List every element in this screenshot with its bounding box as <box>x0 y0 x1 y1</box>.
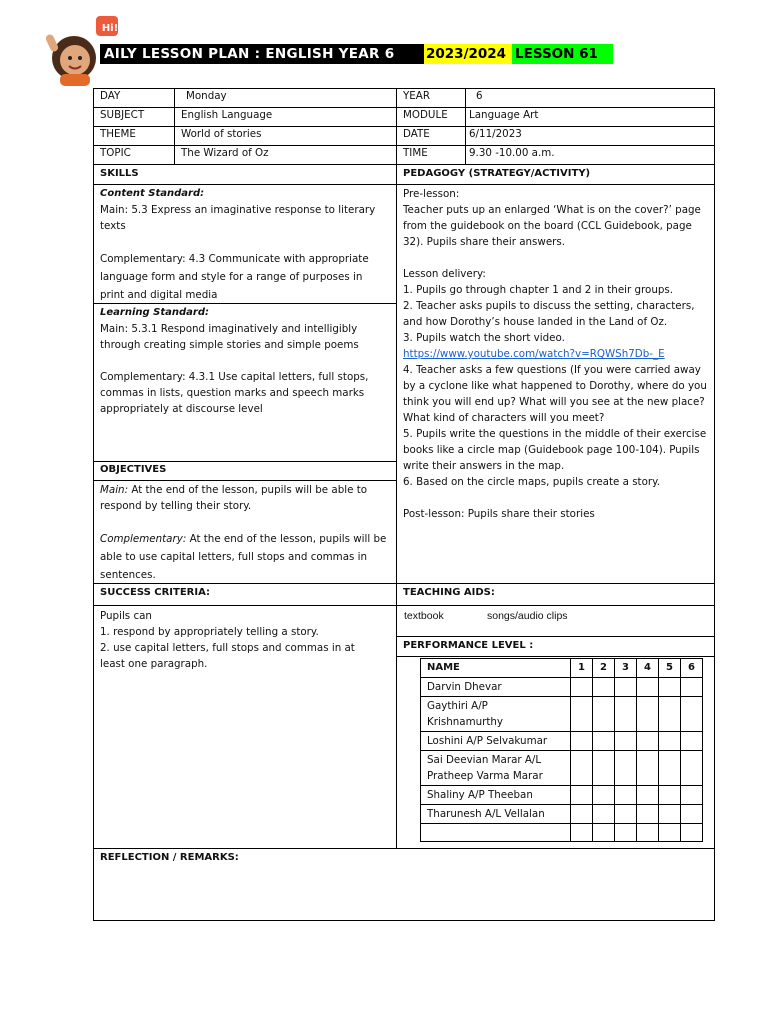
pupil-name: Shaliny A/P Theeban <box>421 786 571 805</box>
lesson-number: LESSON 61 <box>512 44 613 64</box>
module-value: Language Art <box>469 109 539 121</box>
day-value: Monday <box>186 90 227 102</box>
step-1: 1. Pupils go through chapter 1 and 2 in their groups. <box>403 284 674 296</box>
content-standard-complementary: Complementary: 4.3 Communicate with appropriate language form and style for a range of purposes in print and digital media <box>100 253 369 301</box>
step-4: 4. Teacher asks a few questions (If you were carried away by a cyclone like what happened to Dorothy, where do you think you will end up? What will you see at the new place? What kind of characters will you meet? <box>403 364 707 424</box>
step-2: 2. Teacher asks pupils to discuss the setting, characters, and how Dorothy’s house landed in the Land of Oz. <box>403 300 695 328</box>
table-row <box>421 805 703 824</box>
teaching-aid-2: songs/audio clips <box>487 610 568 622</box>
success-intro: Pupils can <box>100 610 152 622</box>
subject-label: SUBJECT <box>100 109 145 121</box>
level-6-header: 6 <box>681 659 703 678</box>
pedagogy-heading: PEDAGOGY (STRATEGY/ACTIVITY) <box>403 168 591 179</box>
learning-standard <box>94 305 394 417</box>
post-lesson: Post-lesson: Pupils share their stories <box>403 508 595 520</box>
pupil-name: Darvin Dhevar <box>421 678 571 697</box>
step-5: 5. Pupils write the questions in the middle of their exercise books like a circle map (Guidebook page 100-104). Pupils write their answers in the map. <box>403 428 707 472</box>
success-criteria-heading: SUCCESS CRITERIA: <box>100 587 211 598</box>
pedagogy-body <box>397 186 713 522</box>
table-row <box>421 732 703 751</box>
performance-level-heading: PERFORMANCE LEVEL : <box>403 640 534 651</box>
pre-lesson-label: Pre-lesson: <box>403 188 460 200</box>
time-value: 9.30 -10.00 a.m. <box>469 147 555 159</box>
step-3: 3. Pupils watch the short video. <box>403 332 565 344</box>
pupil-name: Sai Deevian Marar A/L Pratheep Varma Marar <box>421 751 571 786</box>
table-row <box>421 678 703 697</box>
success-item-2: 2. use capital letters, full stops and commas in at least one paragraph. <box>100 642 355 670</box>
content-standard-heading: Content Standard: <box>100 188 205 199</box>
learning-standard-main: Main: 5.3.1 Respond imaginatively and intelligibly through creating simple stories and simple poems <box>100 323 359 351</box>
teaching-aids-heading: TEACHING AIDS: <box>403 587 495 598</box>
teaching-aid-1: textbook <box>404 610 444 622</box>
pre-lesson-text: Teacher puts up an enlarged ‘What is on the cover?’ page from the guidebook on the board (CCL Guidebook, page 32). Pupils share their answers. <box>403 204 701 248</box>
video-link[interactable]: https://www.youtube.com/watch?v=RQWSh7Db-_E <box>403 348 665 360</box>
table-row <box>421 786 703 805</box>
pupil-name: Gaythiri A/P Krishnamurthy <box>421 697 571 732</box>
topic-value: The Wizard of Oz <box>181 147 269 159</box>
learning-standard-heading: Learning Standard: <box>100 307 209 318</box>
subject-value: English Language <box>181 109 273 121</box>
performance-table <box>420 658 703 842</box>
theme-value: World of stories <box>181 128 262 140</box>
step-6: 6. Based on the circle maps, pupils create a story. <box>403 476 661 488</box>
table-row <box>421 751 703 786</box>
day-label: DAY <box>100 90 121 102</box>
success-item-1: 1. respond by appropriately telling a story. <box>100 626 319 638</box>
date-value: 6/11/2023 <box>469 128 522 140</box>
objectives-comp-text: At the end of the lesson, pupils will be able to use capital letters, full stops and commas in sentences. <box>100 533 387 581</box>
level-4-header: 4 <box>637 659 659 678</box>
learning-standard-complementary: Complementary: 4.3.1 Use capital letters, full stops, commas in lists, question marks and speech marks appropriately at discourse level <box>100 371 369 415</box>
time-label: TIME <box>403 147 428 159</box>
objectives-body <box>94 482 394 584</box>
level-3-header: 3 <box>615 659 637 678</box>
objectives-heading: OBJECTIVES <box>100 464 167 475</box>
skills-heading: SKILLS <box>100 168 139 179</box>
year-label: YEAR <box>403 90 430 102</box>
level-1-header: 1 <box>571 659 593 678</box>
pupil-name: Loshini A/P Selvakumar <box>421 732 571 751</box>
table-row <box>421 697 703 732</box>
content-standard-main: Main: 5.3 Express an imaginative response to literary texts <box>100 204 376 232</box>
pupil-name: Tharunesh A/L Vellalan <box>421 805 571 824</box>
name-header: NAME <box>421 659 571 678</box>
topic-label: TOPIC <box>100 147 131 159</box>
success-criteria-body <box>94 608 384 672</box>
content-standard <box>94 186 394 304</box>
theme-label: THEME <box>100 128 136 140</box>
reflection-heading: REFLECTION / REMARKS: <box>100 852 239 863</box>
school-year: 2023/2024 <box>424 44 512 64</box>
sticker-label: Hi! <box>101 23 119 34</box>
level-2-header: 2 <box>593 659 615 678</box>
date-label: DATE <box>403 128 430 140</box>
performance-header-row <box>421 659 703 678</box>
table-row <box>421 824 703 842</box>
objectives-main-text: At the end of the lesson, pupils will be able to respond by telling their story. <box>100 484 368 512</box>
objectives-main-label: Main: <box>100 484 129 496</box>
lesson-delivery-label: Lesson delivery: <box>403 268 486 280</box>
level-5-header: 5 <box>659 659 681 678</box>
page-title: AILY LESSON PLAN : ENGLISH YEAR 6 <box>100 44 426 64</box>
objectives-comp-label: Complementary: <box>100 533 187 545</box>
year-value: 6 <box>476 90 483 102</box>
module-label: MODULE <box>403 109 448 121</box>
